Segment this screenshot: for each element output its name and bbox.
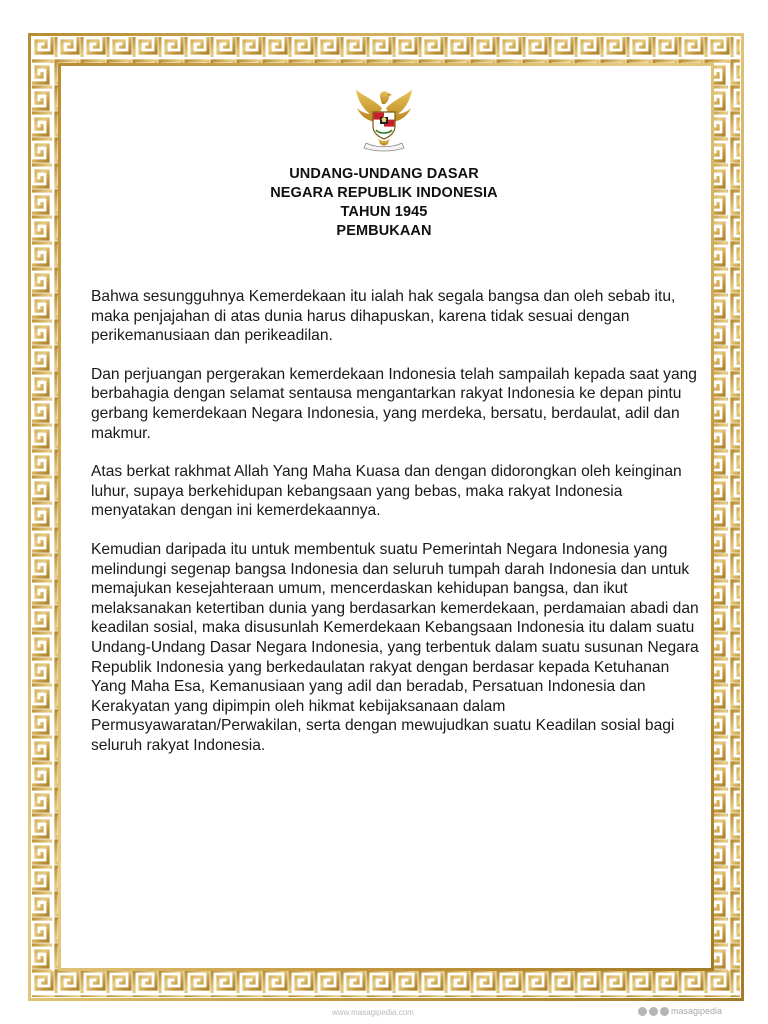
paragraph-4: Kemudian daripada itu untuk membentuk suatu Pemerintah Negara Indonesia yang melindungi segenap bangsa Indonesia dan seluruh tumpah darah Indonesia dan untuk memajukan kesejahteraan umum, mencerdaskan kehidupan bangsa, dan ikut melaksanakan ketertiban dunia yang berdasarkan kemerdekaan, perdamaian abadi dan keadilan sosial, maka disusunlah Kemerdekaan Kebangsaan Indonesia itu dalam suatu Undang-Undang Dasar Negara Indonesia, yang terbentuk dalam suatu susunan Negara Republik Indonesia yang berkedaulatan rakyat dengan berdasar kepada Ketuhanan Yang Maha Esa, Kemanusiaan yang adil dan beradab, Persatuan Indonesia dan Kerakyatan yang dipimpin oleh hikmat kebijaksanaan dalam Permusyawaratan/Perwakilan, serta dengan mewujudkan suatu Keadilan sosial bagi seluruh rakyat Indonesia. xyxy=(91,540,699,754)
heading-line-3: TAHUN 1945 xyxy=(340,204,428,220)
document-heading xyxy=(0,165,768,241)
paragraph-2: Dan perjuangan pergerakan kemerdekaan Indonesia telah sampailah kepada saat yang berbahagia dengan selamat sentausa mengantarkan rakyat Indonesia ke depan pintu gerbang kemerdekaan Negara Indonesia, yang merdeka, bersatu, berdaulat, adil dan makmur. xyxy=(91,365,697,442)
twitter-icon xyxy=(660,1007,669,1016)
website-watermark: www.masagipedia.com xyxy=(332,1008,414,1017)
paragraph-1: Bahwa sesungguhnya Kemerdekaan itu ialah hak segala bangsa dan oleh sebab itu, maka penjajahan di atas dunia harus dihapuskan, karena tidak sesuai dengan perikemanusiaan dan perikeadilan. xyxy=(91,288,676,345)
social-handle: masagipedia xyxy=(671,1006,723,1016)
heading-line-1: UNDANG-UNDANG DASAR xyxy=(289,166,479,182)
preamble-body xyxy=(91,287,701,774)
heading-line-4: PEMBUKAAN xyxy=(336,223,432,239)
heading-line-2: NEGARA REPUBLIK INDONESIA xyxy=(270,185,498,201)
social-watermark xyxy=(638,1006,722,1016)
instagram-icon xyxy=(649,1007,658,1016)
garuda-emblem-icon xyxy=(352,86,416,152)
paragraph-3: Atas berkat rakhmat Allah Yang Maha Kuasa dan dengan didorongkan oleh keinginan luhur, supaya berkehidupan kebangsaan yang bebas, maka rakyat Indonesia menyatakan dengan ini kemerdekaannya. xyxy=(91,463,682,520)
facebook-icon xyxy=(638,1007,647,1016)
